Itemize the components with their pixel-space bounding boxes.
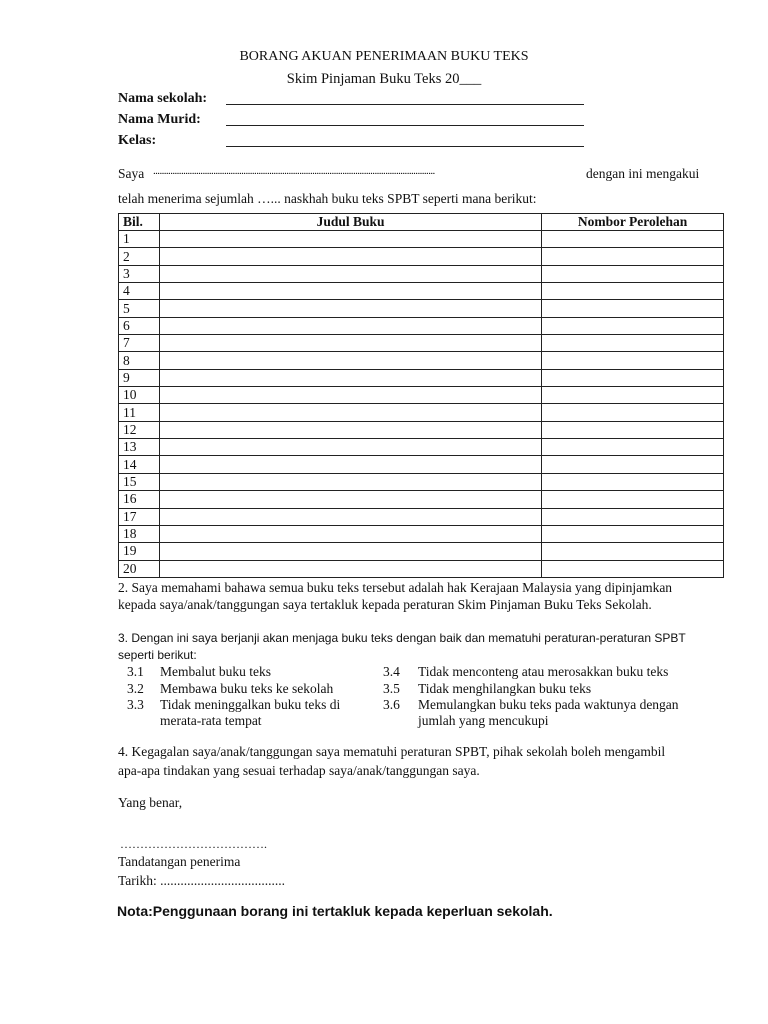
table-row (119, 387, 724, 404)
table-row (119, 404, 724, 421)
acquisition-number-cell[interactable] (542, 439, 724, 456)
rule-3-6-text: Memulangkan buku teks pada waktunya dengan (418, 697, 679, 712)
row-number: 8 (119, 352, 160, 369)
book-title-cell[interactable] (159, 231, 541, 248)
col-header-judul-buku: Judul Buku (159, 214, 541, 231)
book-title-cell[interactable] (159, 352, 541, 369)
book-title-cell[interactable] (159, 265, 541, 282)
rule-3-1-text: Membalut buku teks (160, 664, 271, 679)
table-row (119, 456, 724, 473)
class-field[interactable] (226, 146, 584, 147)
book-title-cell[interactable] (159, 404, 541, 421)
book-title-cell[interactable] (159, 369, 541, 386)
acquisition-number-cell[interactable] (542, 421, 724, 438)
row-number: 16 (119, 491, 160, 508)
acquisition-number-cell[interactable] (542, 369, 724, 386)
rule-3-2-num: 3.2 (127, 681, 144, 696)
book-title-cell[interactable] (159, 300, 541, 317)
table-row (119, 508, 724, 525)
form-title: BORANG AKUAN PENERIMAAN BUKU TEKS (239, 49, 529, 64)
table-row (119, 491, 724, 508)
school-name-field[interactable] (226, 104, 584, 105)
rule-3-4-num: 3.4 (383, 664, 400, 679)
acquisition-number-cell[interactable] (542, 508, 724, 525)
row-number: 17 (119, 508, 160, 525)
section4-line1: 4. Kegagalan saya/anak/tanggungan saya mematuhi peraturan SPBT, pihak sekolah boleh mengambil (118, 744, 666, 759)
rule-3-6-text-cont: jumlah yang mencukupi (418, 713, 549, 728)
rule-3-3-text: Tidak meninggalkan buku teks di (160, 697, 341, 712)
table-row (119, 439, 724, 456)
declaration-line2: telah menerima sejumlah …... naskhah buku teks SPBT seperti mana berikut: (118, 191, 537, 206)
row-number: 3 (119, 265, 160, 282)
books-table (118, 213, 724, 578)
book-title-cell[interactable] (159, 421, 541, 438)
section3-line1: 3. Dengan ini saya berjanji akan menjaga buku teks dengan baik dan mematuhi peraturan-peraturan SPBT (118, 631, 686, 645)
rule-3-3-num: 3.3 (127, 697, 144, 712)
table-row (119, 231, 724, 248)
row-number: 7 (119, 335, 160, 352)
row-number: 2 (119, 248, 160, 265)
row-number: 19 (119, 543, 160, 560)
form-subtitle: Skim Pinjaman Buku Teks 20___ (286, 71, 482, 87)
table-row (119, 300, 724, 317)
acquisition-number-cell[interactable] (542, 352, 724, 369)
acquisition-number-cell[interactable] (542, 231, 724, 248)
declaration-start: Saya (118, 166, 145, 181)
row-number: 14 (119, 456, 160, 473)
section2-line1: 2. Saya memahami bahawa semua buku teks tersebut adalah hak Kerajaan Malaysia yang dipinjamkan (118, 580, 673, 595)
table-row (119, 525, 724, 542)
row-number: 4 (119, 283, 160, 300)
table-header-row (119, 214, 724, 231)
acquisition-number-cell[interactable] (542, 543, 724, 560)
acquisition-number-cell[interactable] (542, 283, 724, 300)
row-number: 18 (119, 525, 160, 542)
row-number: 10 (119, 387, 160, 404)
acquisition-number-cell[interactable] (542, 404, 724, 421)
row-number: 15 (119, 473, 160, 490)
acquisition-number-cell[interactable] (542, 560, 724, 577)
row-number: 11 (119, 404, 160, 421)
acquisition-number-cell[interactable] (542, 265, 724, 282)
book-title-cell[interactable] (159, 439, 541, 456)
rule-3-2-text: Membawa buku teks ke sekolah (160, 681, 334, 696)
school-name-label: Nama sekolah: (118, 91, 208, 106)
acquisition-number-cell[interactable] (542, 473, 724, 490)
acquisition-number-cell[interactable] (542, 300, 724, 317)
table-row (119, 543, 724, 560)
student-name-field[interactable] (226, 125, 584, 126)
table-row (119, 335, 724, 352)
book-title-cell[interactable] (159, 283, 541, 300)
acquisition-number-cell[interactable] (542, 248, 724, 265)
student-name-label: Nama Murid: (118, 112, 201, 127)
col-header-bil: Bil. (119, 214, 160, 231)
book-title-cell[interactable] (159, 317, 541, 334)
row-number: 6 (119, 317, 160, 334)
row-number: 20 (119, 560, 160, 577)
book-title-cell[interactable] (159, 560, 541, 577)
row-number: 1 (119, 231, 160, 248)
rule-3-5-text: Tidak menghilangkan buku teks (418, 681, 592, 696)
col-header-nombor-perolehan: Nombor Perolehan (542, 214, 724, 231)
acquisition-number-cell[interactable] (542, 491, 724, 508)
section4-line2: apa-apa tindakan yang sesuai terhadap saya/anak/tanggungan saya. (118, 763, 480, 778)
acquisition-number-cell[interactable] (542, 525, 724, 542)
rule-3-4-text: Tidak menconteng atau merosakkan buku teks (418, 664, 669, 679)
book-title-cell[interactable] (159, 543, 541, 560)
book-title-cell[interactable] (159, 491, 541, 508)
rule-3-6-num: 3.6 (383, 697, 400, 712)
section2-line2: kepada saya/anak/tanggungan saya tertakluk kepada peraturan Skim Pinjaman Buku Teks Sekolah. (118, 597, 652, 612)
book-title-cell[interactable] (159, 508, 541, 525)
rule-3-5-num: 3.5 (383, 681, 400, 696)
row-number: 13 (119, 439, 160, 456)
rule-3-1-num: 3.1 (127, 664, 144, 679)
table-row (119, 560, 724, 577)
declaration-name-field[interactable]: ................................................................................................................................... (153, 165, 435, 177)
row-number: 9 (119, 369, 160, 386)
acquisition-number-cell[interactable] (542, 335, 724, 352)
signature-label: Tandatangan penerima (118, 854, 241, 869)
table-row (119, 421, 724, 438)
table-row (119, 369, 724, 386)
book-title-cell[interactable] (159, 525, 541, 542)
rule-3-3-text-cont: merata-rata tempat (160, 713, 262, 728)
closing-sincerely: Yang benar, (118, 795, 183, 810)
table-row (119, 248, 724, 265)
declaration-end: dengan ini mengakui (586, 166, 700, 181)
table-row (119, 317, 724, 334)
book-title-cell[interactable] (159, 335, 541, 352)
book-title-cell[interactable] (159, 387, 541, 404)
section3-line2: seperti berikut: (118, 648, 197, 662)
acquisition-number-cell[interactable] (542, 456, 724, 473)
table-row (119, 352, 724, 369)
book-title-cell[interactable] (159, 456, 541, 473)
book-title-cell[interactable] (159, 473, 541, 490)
row-number: 12 (119, 421, 160, 438)
book-title-cell[interactable] (159, 248, 541, 265)
row-number: 5 (119, 300, 160, 317)
table-row (119, 283, 724, 300)
footer-note: Nota:Penggunaan borang ini tertakluk kepada keperluan sekolah. (117, 903, 553, 919)
acquisition-number-cell[interactable] (542, 317, 724, 334)
table-row (119, 265, 724, 282)
signature-field[interactable]: ………………………………. (120, 837, 267, 851)
class-label: Kelas: (118, 133, 157, 148)
date-field[interactable]: Tarikh: ..................................... (118, 873, 286, 888)
table-row (119, 473, 724, 490)
acquisition-number-cell[interactable] (542, 387, 724, 404)
